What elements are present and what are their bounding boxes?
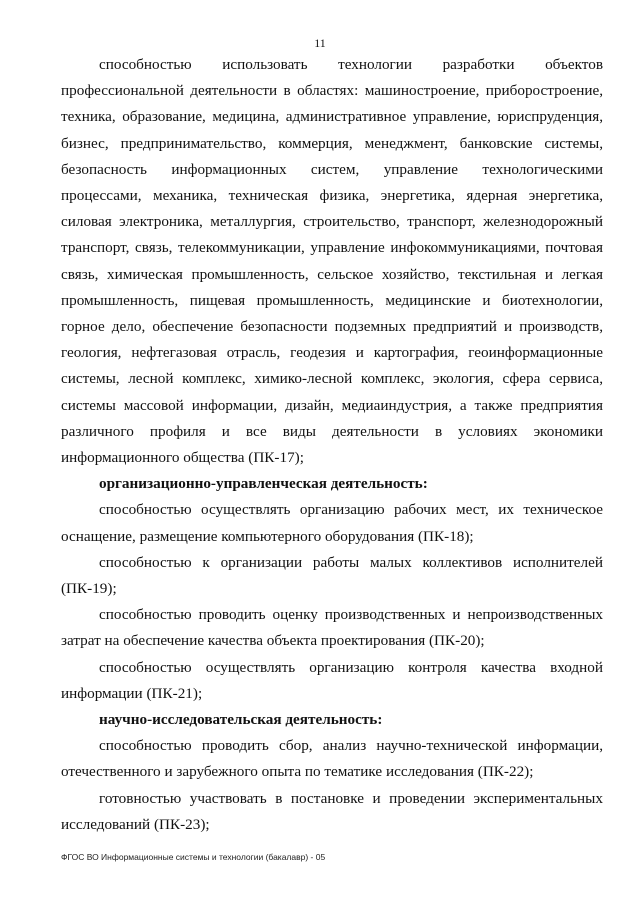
paragraph-pk21: способностью осуществлять организацию контроля качества входной информации (ПК-21);: [61, 658, 603, 702]
page-number: 11: [314, 36, 326, 50]
paragraph-pk22: способностью проводить сбор, анализ научно-технической информации, отечественного и зарубежного опыта по тематике исследования (ПК-22);: [61, 737, 603, 781]
paragraph-pk17: способностью использовать технологии разработки объектов профессиональной деятельности в областях: машиностроение, приборостроение, техника, образование, медицина, административное управление, юриспруденция, бизнес, предпринимательство, коммерция, менеджмент, банковские системы, безопасность информационных систем, управление технологическими процессами, механика, техническая физика, энергетика, ядерная энергетика, силовая электроника, металлургия, строительство, транспорт, железнодорожный транспорт, связь, телекоммуникации, управление инфокоммуникациями, почтовая связь, химическая промышленность, сельское хозяйство, текстильная и легкая промышленность, пищевая промышленность, медицинские и биотехнологии, горное дело, обеспечение безопасности подземных предприятий и производств, геология, нефтегазовая отрасль, геодезия и картография, геоинформационные системы, лесной комплекс, химико-лесной комплекс, экология, сфера сервиса, системы массовой информации, дизайн, медиаиндустрия, а также предприятия различного профиля и все виды деятельности в условиях экономики информационного общества (ПК-17);: [61, 56, 603, 467]
paragraph-pk20: способностью проводить оценку производственных и непроизводственных затрат на обеспечение качества объекта проектирования (ПК-20);: [61, 606, 603, 650]
paragraph-pk23: готовностью участвовать в постановке и проведении экспериментальных исследований (ПК-23);: [61, 789, 603, 833]
paragraph-pk18: способностью осуществлять организацию рабочих мест, их техническое оснащение, размещение компьютерного оборудования (ПК-18);: [61, 501, 603, 545]
paragraph-pk19: способностью к организации работы малых коллективов исполнителей (ПК-19);: [61, 553, 603, 598]
section-heading-research: научно-исследовательская деятельность:: [99, 711, 383, 729]
section-heading-organizational: организационно-управленческая деятельность:: [99, 475, 428, 493]
page-footer: ФГОС ВО Информационные системы и технологии (бакалавр) - 05: [61, 852, 326, 862]
document-body: [61, 52, 603, 838]
